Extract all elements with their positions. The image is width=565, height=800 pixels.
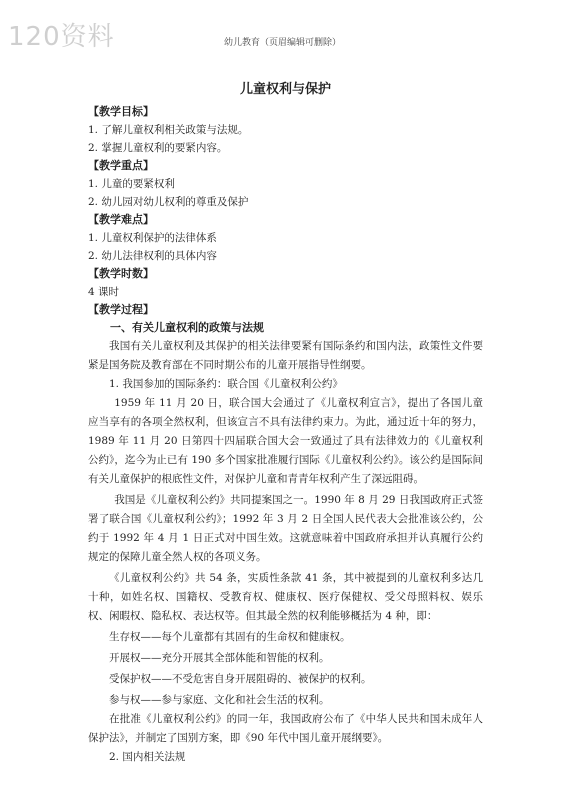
document-body (88, 78, 483, 767)
right-item: 生存权——每个儿童都有其固有的生命权和健康权。 (109, 631, 351, 643)
right-item: 开展权——充分开展其全部体能和智能的权利。 (109, 652, 330, 664)
section-subheading: 一、有关儿童权利的政策与法规 (110, 321, 264, 334)
right-item: 受保护权——不受危害自身开展阻碍的、被保护的权利。 (109, 673, 372, 685)
goal-item: 2. 掌握儿童权利的要紧内容。 (88, 142, 228, 154)
hours-value: 4 课时 (88, 286, 120, 298)
difficulty-item: 2. 幼儿法律权利的具体内容 (88, 250, 217, 262)
paragraph: 在批准《儿童权利公约》的同一年，我国政府公布了《中华人民共和国未成年人保护法》，并制定了国别方案，即《90 年代中国儿童开展纲要》。 (88, 713, 483, 744)
hours-heading: 【教学时数】 (88, 267, 154, 280)
page-header: 幼儿教育（页眉编辑可删除） (223, 38, 341, 48)
list-item: 2. 国内相关法规 (109, 751, 186, 763)
list-item: 1. 我国参加的国际条约：联合国《儿童权利公约》 (109, 378, 343, 390)
watermark: 120资料 (8, 22, 115, 52)
focus-heading: 【教学重点】 (88, 159, 154, 172)
goal-item: 1. 了解儿童权利相关政策与法规。 (88, 124, 249, 136)
process-heading: 【教学过程】 (88, 303, 154, 316)
paragraph: 我国有关儿童权利及其保护的相关法律要紧有国际条约和国内法，政策性文件要紧是国务院及教育部在不同时期公布的儿童开展指导性纲要。 (88, 340, 483, 371)
paragraph: 《儿童权利公约》共 54 条，实质性条款 41 条，其中被提到的儿童权利多达几十种，如姓名权、国籍权、受教育权、健康权、医疗保健权、受父母照料权、娱乐权、闲暇权、隐私权、表达权等。但其最全然的权利能够概括为 4 种，即： (88, 572, 483, 622)
paragraph: 我国是《儿童权利公约》共同提案国之一。1990 年 8 月 29 日我国政府正式签署了联合国《儿童权利公约》；1992 年 3 月 2 日全国人民代表大会批准该公约，公约于 1992 年 4 月 1 日正式对中国生效。这就意味着中国政府承担并认真履行公约规定的保障儿童全然人权的各项义务。 (88, 494, 483, 563)
paragraph: 1959 年 11 月 20 日，联合国大会通过了《儿童权利宣言》，提出了各国儿童应当享有的各项全然权利，但该宣言不具有法律约束力。为此，通过近十年的努力，1989 年 11 月 20 日第四十四届联合国大会一致通过了具有法律效力的《儿童权利公约》，迄今为止已有 190 多个国家批准履行国际《儿童权利公约》。该公约是国际间有关儿童保护的根底性文件，对保护儿童和青青年权利产生了深远阻碍。 (88, 397, 483, 485)
focus-item: 1. 儿童的要紧权利 (88, 178, 175, 190)
goals-heading: 【教学目标】 (88, 105, 154, 118)
document-title: 儿童权利与保护 (239, 82, 331, 97)
focus-item: 2. 幼儿园对幼儿权利的尊重及保护 (88, 196, 249, 208)
right-item: 参与权——参与家庭、文化和社会生活的权利。 (109, 694, 330, 706)
difficulty-heading: 【教学难点】 (88, 213, 154, 226)
difficulty-item: 1. 儿童权利保护的法律体系 (88, 232, 217, 244)
